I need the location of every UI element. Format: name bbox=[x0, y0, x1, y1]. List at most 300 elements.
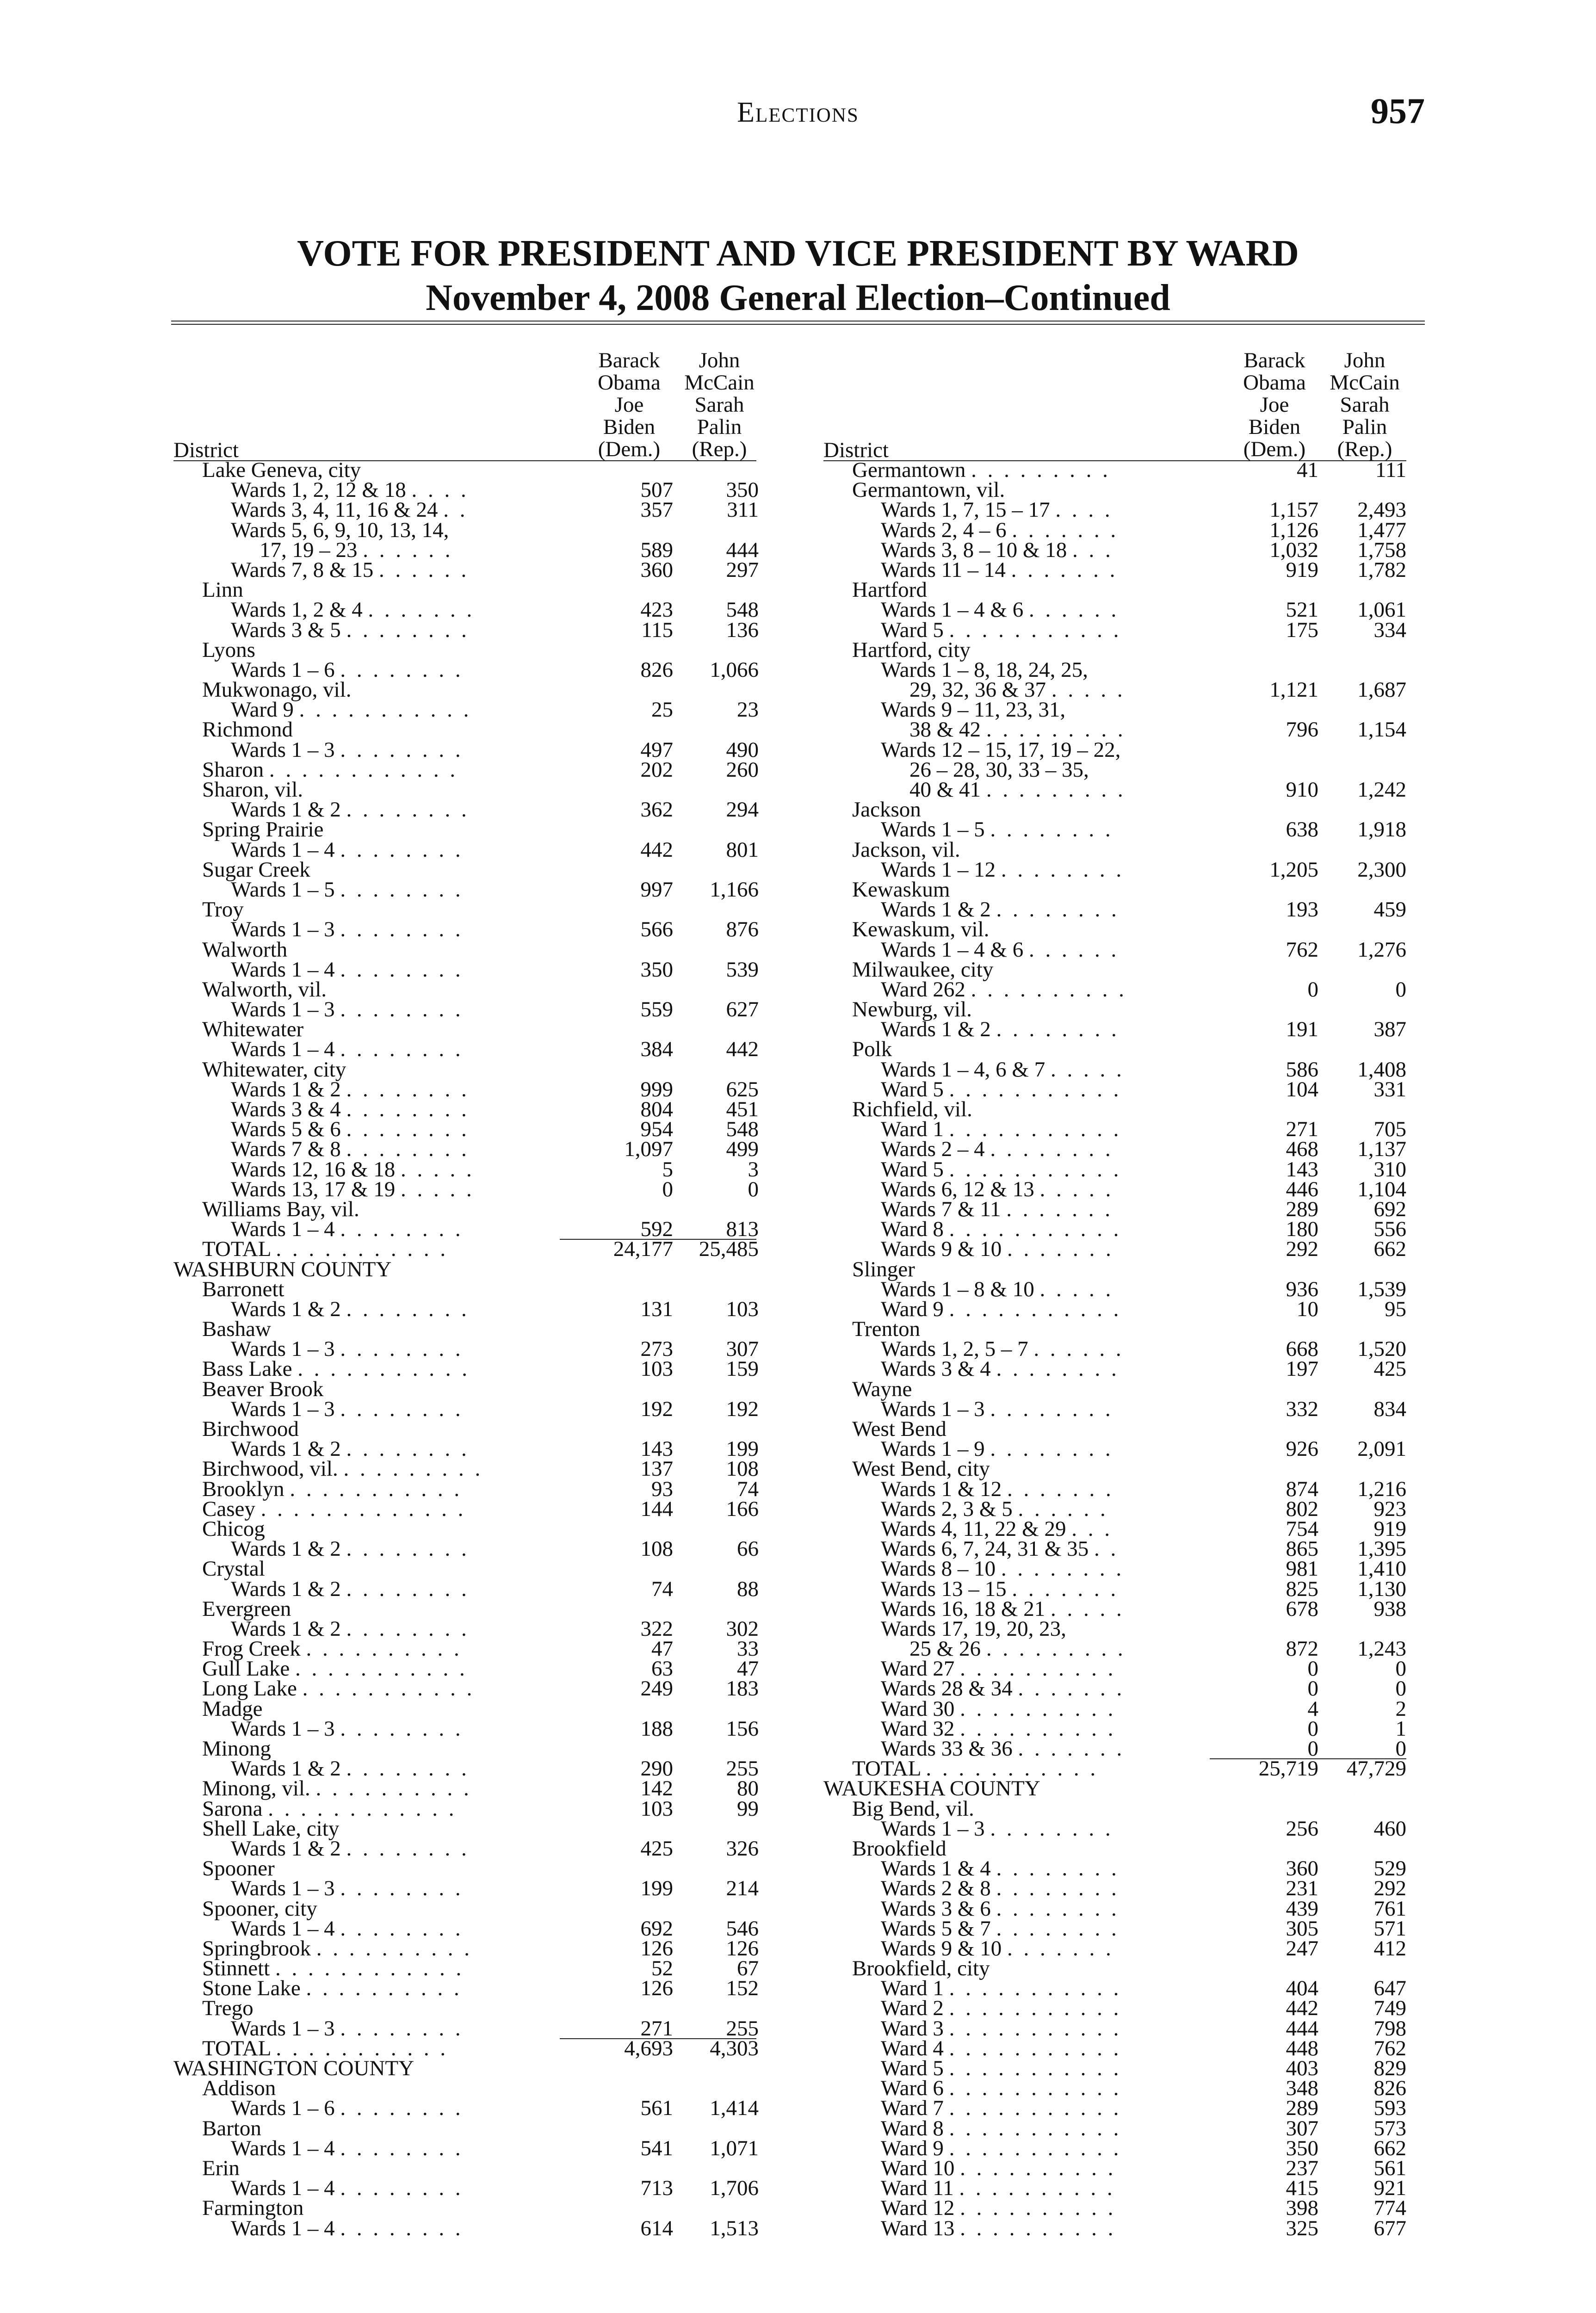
table-row bbox=[823, 1976, 1425, 2001]
table-row bbox=[823, 1499, 1425, 1519]
district-name: Wards 1 & 12 bbox=[881, 1477, 1002, 1501]
district-label bbox=[202, 1676, 475, 1701]
district-label bbox=[231, 1339, 464, 1359]
table-row bbox=[823, 1716, 1425, 1741]
table-row bbox=[173, 1439, 775, 1459]
district-label bbox=[881, 657, 1088, 682]
table-row bbox=[823, 737, 1425, 762]
table-row bbox=[823, 1936, 1425, 1960]
district-label bbox=[231, 1876, 464, 1901]
district-label bbox=[231, 1037, 464, 1062]
district-label bbox=[881, 1439, 1113, 1459]
district-label bbox=[852, 1836, 946, 1861]
dem-party: (Dem.) bbox=[1243, 437, 1306, 461]
leader-dots: . . . . . . . . bbox=[340, 2136, 464, 2160]
district-label bbox=[231, 2016, 464, 2041]
district-label bbox=[881, 2216, 1116, 2240]
district-name: Germantown bbox=[852, 458, 966, 482]
district-name: Farmington bbox=[202, 2196, 304, 2220]
district-label bbox=[202, 1696, 263, 1721]
rep-party: (Rep.) bbox=[692, 437, 747, 461]
district-name: Long Lake bbox=[202, 1676, 297, 1701]
table-row bbox=[173, 717, 775, 742]
table-row bbox=[823, 2158, 1425, 2178]
table-row bbox=[173, 1299, 775, 1319]
dem-votes: 439 bbox=[1286, 1896, 1318, 1921]
leader-dots: . . . . . . . . . . . bbox=[949, 1996, 1122, 2021]
table-row bbox=[823, 997, 1425, 1022]
district-name: Gull Lake bbox=[202, 1657, 290, 1681]
section-title: Elections bbox=[737, 97, 859, 128]
rep-votes: 1,706 bbox=[710, 2176, 759, 2201]
dem-last: Obama bbox=[598, 371, 661, 395]
table-row bbox=[823, 2016, 1425, 2041]
leader-dots: . . . . . . . . bbox=[340, 2216, 464, 2240]
district-label bbox=[231, 1157, 475, 1181]
district-label bbox=[231, 2176, 464, 2201]
rep-votes: 762 bbox=[1373, 2036, 1406, 2060]
dem-votes: 197 bbox=[1286, 1357, 1318, 1381]
leader-dots: . . . . . . . . . . bbox=[960, 1657, 1116, 1681]
dem-votes: 357 bbox=[640, 498, 673, 522]
dem-votes: 126 bbox=[640, 1976, 673, 2001]
district-label bbox=[881, 540, 1113, 560]
district-name: Ward 1 bbox=[881, 1117, 944, 1142]
table-row bbox=[173, 460, 775, 480]
leader-dots: . . . . . . . . bbox=[340, 877, 464, 902]
district-name: Ward 12 bbox=[881, 2196, 955, 2220]
district-name: Wards 1 – 9 bbox=[881, 1437, 985, 1461]
district-label bbox=[231, 1916, 464, 1941]
leader-dots: . . . . . . . . bbox=[996, 1896, 1120, 1921]
district-name: Wards 1 – 4 bbox=[231, 2136, 335, 2160]
dem-votes: 981 bbox=[1286, 1557, 1318, 1581]
district-name: Evergreen bbox=[202, 1596, 291, 1621]
district-name: Wards 7 & 11 bbox=[881, 1197, 1001, 1221]
table-row bbox=[823, 1836, 1425, 1861]
district-label bbox=[202, 1659, 468, 1679]
table-row bbox=[823, 957, 1425, 982]
rep-votes: 331 bbox=[1373, 1077, 1406, 1101]
district-label bbox=[202, 757, 458, 782]
district-name: Wards 1 – 4 & 6 bbox=[881, 937, 1024, 962]
district-name: Wards 1 & 2 bbox=[881, 897, 991, 922]
table-row bbox=[173, 897, 775, 922]
district-name: Ward 5 bbox=[881, 1077, 944, 1101]
district-name: West Bend bbox=[852, 1417, 946, 1441]
district-name: Richfield, vil. bbox=[852, 1097, 972, 1121]
rep-votes: 183 bbox=[726, 1676, 759, 1701]
rep-votes: 2,300 bbox=[1357, 857, 1406, 882]
leader-dots: . . . . . . . . . . . . . bbox=[260, 1497, 466, 1521]
leader-dots: . . . . bbox=[1055, 498, 1113, 522]
district-name: Wards 3 & 5 bbox=[231, 618, 341, 642]
dem-votes: 804 bbox=[640, 1097, 673, 1121]
rep-votes: 1,782 bbox=[1357, 557, 1406, 582]
district-name: Ward 10 bbox=[881, 2156, 955, 2180]
district-label bbox=[881, 1696, 1116, 1721]
dem-votes: 271 bbox=[1286, 1117, 1318, 1142]
dem-votes: 668 bbox=[1286, 1337, 1318, 1361]
rep-votes: 1,071 bbox=[710, 2136, 759, 2160]
table-row bbox=[173, 1956, 775, 1981]
table-row bbox=[173, 1676, 775, 1701]
table-row bbox=[173, 1579, 775, 1599]
rep-votes: 1,216 bbox=[1357, 1477, 1406, 1501]
rep-votes: 705 bbox=[1373, 1117, 1406, 1142]
dem-votes: 350 bbox=[1286, 2136, 1318, 2160]
district-name: Wards 1 – 4 bbox=[231, 2176, 335, 2201]
table-row bbox=[823, 1037, 1425, 1062]
district-label bbox=[202, 1516, 265, 1541]
district-name: Wards 1, 2 & 4 bbox=[231, 598, 363, 622]
leader-dots: . . . . . . . . . . . bbox=[949, 1117, 1122, 1142]
dem-votes: 5 bbox=[662, 1157, 673, 1181]
table-row bbox=[173, 1696, 775, 1721]
district-label bbox=[852, 1796, 974, 1821]
district-label bbox=[852, 917, 990, 942]
table-row bbox=[173, 2056, 775, 2080]
leader-dots: . . . . . . . bbox=[1018, 1737, 1125, 1761]
dem-votes: 561 bbox=[640, 2096, 673, 2121]
district-name: Trego bbox=[202, 1996, 254, 2021]
leader-dots: . . . . . . . . bbox=[340, 957, 464, 982]
table-row bbox=[823, 2056, 1425, 2080]
district-name: Ward 8 bbox=[881, 2116, 944, 2140]
table-row bbox=[173, 540, 775, 560]
leader-dots: . . . . . . . . . . . bbox=[949, 2136, 1122, 2160]
dem-votes: 74 bbox=[651, 1577, 673, 1601]
leader-dots: . . . . . . . . . . . bbox=[299, 698, 472, 722]
leader-dots: . . . . . . . . . . . bbox=[949, 2076, 1122, 2101]
table-row bbox=[823, 1177, 1425, 1201]
district-name: Richmond bbox=[202, 717, 293, 742]
dem-votes: 199 bbox=[640, 1876, 673, 1901]
district-name: Wards 1 & 2 bbox=[231, 1537, 341, 1561]
table-row bbox=[823, 2176, 1425, 2201]
dem-votes: 104 bbox=[1286, 1077, 1318, 1101]
rep-last: McCain bbox=[684, 371, 755, 395]
rep-votes: 442 bbox=[726, 1037, 759, 1062]
district-name: WAUKESHA COUNTY bbox=[823, 1776, 1040, 1801]
table-row bbox=[173, 1117, 775, 1142]
table-row bbox=[823, 1676, 1425, 1701]
district-name: Birchwood bbox=[202, 1417, 299, 1441]
district-label bbox=[231, 2216, 464, 2240]
rep-votes: 1,066 bbox=[710, 657, 759, 682]
table-row bbox=[173, 1277, 775, 1301]
rep-vp-last: Palin bbox=[697, 415, 742, 439]
table-row bbox=[173, 1639, 775, 1659]
district-name: Wards 1 & 4 bbox=[881, 1856, 991, 1881]
table-row bbox=[173, 620, 775, 640]
leader-dots: . . . . . . . . bbox=[340, 837, 464, 862]
dem-votes: 360 bbox=[640, 557, 673, 582]
dem-votes: 1,126 bbox=[1269, 518, 1318, 542]
district-name: Wards 1 & 2 bbox=[231, 1297, 341, 1321]
district-label bbox=[881, 1017, 1120, 1042]
district-name: 40 & 41 bbox=[909, 778, 981, 802]
district-name: Bashaw bbox=[202, 1317, 271, 1342]
district-name: Spooner, city bbox=[202, 1896, 317, 1921]
table-row bbox=[823, 700, 1425, 720]
rep-votes: 444 bbox=[726, 538, 759, 562]
table-row bbox=[823, 1696, 1425, 1721]
table-row bbox=[823, 897, 1425, 922]
district-name: Chicog bbox=[202, 1516, 265, 1541]
table-row bbox=[823, 1659, 1425, 1679]
leader-dots: . . . . . . . . . . . bbox=[949, 2036, 1122, 2060]
district-label bbox=[231, 1756, 470, 1781]
table-row bbox=[173, 1157, 775, 1181]
rep-votes: 1,154 bbox=[1357, 717, 1406, 742]
table-row bbox=[173, 2136, 775, 2160]
district-label bbox=[909, 1639, 1126, 1659]
district-name: Wards 33 & 36 bbox=[881, 1737, 1013, 1761]
table-row bbox=[823, 780, 1425, 800]
district-label bbox=[909, 780, 1126, 800]
rep-votes: 302 bbox=[726, 1616, 759, 1641]
table-row bbox=[173, 700, 775, 720]
rep-votes: 451 bbox=[726, 1097, 759, 1121]
rep-votes: 921 bbox=[1373, 2176, 1406, 2201]
table-row bbox=[823, 1739, 1425, 1759]
dem-votes: 137 bbox=[640, 1457, 673, 1481]
district-label bbox=[231, 1077, 470, 1101]
district-label bbox=[852, 957, 994, 982]
rep-votes: 548 bbox=[726, 1117, 759, 1142]
table-row bbox=[173, 1659, 775, 1679]
dem-votes: 404 bbox=[1286, 1976, 1318, 2001]
table-row bbox=[173, 657, 775, 682]
dem-votes: 10 bbox=[1297, 1297, 1318, 1321]
district-label bbox=[231, 1439, 470, 1459]
rep-votes: 1,520 bbox=[1357, 1337, 1406, 1361]
district-name: Spooner bbox=[202, 1856, 275, 1881]
leader-dots: . . . . . . . . bbox=[346, 1616, 470, 1641]
leader-dots: . . . . . . bbox=[1033, 1337, 1124, 1361]
leader-dots: . . . . . . . . . . . bbox=[949, 1297, 1122, 1321]
rep-votes: 749 bbox=[1373, 1996, 1406, 2021]
table-row bbox=[173, 1559, 775, 1579]
district-name: Wards 1 – 8 & 10 bbox=[881, 1277, 1034, 1301]
dem-votes: 144 bbox=[640, 1497, 673, 1521]
table-row bbox=[823, 680, 1425, 700]
leader-dots: . . . . . . . . bbox=[346, 1537, 470, 1561]
table-row bbox=[823, 1097, 1425, 1121]
leader-dots: . . . . . . bbox=[1028, 598, 1120, 622]
dem-votes: 0 bbox=[1307, 1657, 1318, 1681]
table-row bbox=[173, 1237, 775, 1262]
dem-votes: 231 bbox=[1286, 1876, 1318, 1901]
table-row bbox=[823, 2136, 1425, 2160]
table-row bbox=[173, 1816, 775, 1841]
rep-votes: 1,242 bbox=[1357, 778, 1406, 802]
leader-dots: . . . . . bbox=[1039, 1277, 1114, 1301]
district-label bbox=[202, 1419, 299, 1439]
dem-votes: 108 bbox=[640, 1537, 673, 1561]
dem-vp-last: Biden bbox=[603, 415, 656, 439]
rep-votes: 1 bbox=[1395, 1716, 1406, 1741]
district-label bbox=[881, 1936, 1114, 1960]
dem-votes: 348 bbox=[1286, 2076, 1318, 2101]
dem-votes: 188 bbox=[640, 1716, 673, 1741]
table-row bbox=[173, 1756, 775, 1781]
dem-votes: 256 bbox=[1286, 1816, 1318, 1841]
district-name: Wards 1 – 4 bbox=[231, 2216, 335, 2240]
district-name: Sarona bbox=[202, 1796, 263, 1821]
table-row bbox=[823, 1479, 1425, 1499]
table-row bbox=[173, 1856, 775, 1881]
district-label bbox=[202, 2158, 240, 2178]
district-label bbox=[202, 1559, 265, 1579]
dem-votes: 249 bbox=[640, 1676, 673, 1701]
rep-votes: 1,104 bbox=[1357, 1177, 1406, 1201]
district-name: Troy bbox=[202, 897, 244, 922]
district-label bbox=[231, 520, 449, 540]
title-line-1: VOTE FOR PRESIDENT AND VICE PRESIDENT BY WARD bbox=[297, 233, 1299, 274]
table-row bbox=[173, 1399, 775, 1419]
district-name: Wards 1 – 3 bbox=[231, 1337, 335, 1361]
leader-dots: . . . . . . . . . . . . bbox=[269, 757, 458, 782]
district-name: Brookfield bbox=[852, 1836, 946, 1861]
table-row bbox=[823, 1956, 1425, 1981]
district-label bbox=[231, 1616, 470, 1641]
table-row bbox=[823, 2216, 1425, 2240]
district-name: Kewaskum bbox=[852, 877, 950, 902]
rep-votes: 4,303 bbox=[710, 2036, 759, 2060]
table-row bbox=[823, 1516, 1425, 1541]
district-name: Wayne bbox=[852, 1377, 912, 1401]
district-name: Addison bbox=[202, 2076, 276, 2101]
dem-votes: 796 bbox=[1286, 717, 1318, 742]
table-row bbox=[173, 1499, 775, 1519]
leader-dots: . . . . . . . . . . . bbox=[949, 1217, 1122, 1242]
district-name: Ward 2 bbox=[881, 1996, 944, 2021]
district-name: Wards 1 – 4 bbox=[231, 957, 335, 982]
table-row bbox=[823, 637, 1425, 662]
district-label bbox=[852, 480, 1005, 500]
district-label bbox=[881, 817, 1113, 842]
table-row bbox=[823, 817, 1425, 842]
district-name: Erin bbox=[202, 2156, 240, 2180]
table-row bbox=[173, 1137, 775, 1162]
table-row bbox=[173, 1836, 775, 1861]
rep-votes: 307 bbox=[726, 1337, 759, 1361]
district-label bbox=[231, 500, 468, 520]
table-row bbox=[173, 2176, 775, 2201]
table-row bbox=[173, 1217, 775, 1242]
table-row bbox=[823, 2198, 1425, 2218]
rep-votes: 490 bbox=[726, 737, 759, 762]
table-row bbox=[173, 600, 775, 620]
table-row bbox=[173, 1317, 775, 1342]
rep-votes: 74 bbox=[737, 1477, 759, 1501]
leader-dots: . . . . . . . . . . . bbox=[949, 1976, 1122, 2001]
district-name: Ward 27 bbox=[881, 1657, 955, 1681]
rep-vp-first: Sarah bbox=[1340, 393, 1390, 417]
dem-votes: 1,205 bbox=[1269, 857, 1318, 882]
district-name: Big Bend, vil. bbox=[852, 1796, 974, 1821]
table-row bbox=[823, 1077, 1425, 1101]
district-name: Newburg, vil. bbox=[852, 997, 972, 1022]
district-name: Ward 8 bbox=[881, 1217, 944, 1242]
rep-vp-last: Palin bbox=[1342, 415, 1387, 439]
leader-dots: . . . . . . . . bbox=[346, 1077, 470, 1101]
rep-votes: 539 bbox=[726, 957, 759, 982]
district-label bbox=[881, 1177, 1114, 1201]
district-label bbox=[881, 1816, 1113, 1841]
district-name: Crystal bbox=[202, 1557, 265, 1581]
dem-votes: 1,157 bbox=[1269, 498, 1318, 522]
district-label bbox=[231, 2136, 464, 2160]
district-label bbox=[881, 1996, 1122, 2021]
district-label bbox=[881, 1516, 1113, 1541]
dem-votes: 872 bbox=[1286, 1637, 1318, 1661]
district-label bbox=[852, 1257, 915, 1281]
district-name: Williams Bay, vil. bbox=[202, 1197, 359, 1221]
leader-dots: . . . . . . . . bbox=[990, 817, 1113, 842]
rep-votes: 23 bbox=[737, 698, 759, 722]
dem-votes: 586 bbox=[1286, 1057, 1318, 1082]
leader-dots: . . . . . . . . bbox=[346, 1297, 470, 1321]
leader-dots: . . . . . . . . . . bbox=[960, 1716, 1116, 1741]
district-name: Wards 11 – 14 bbox=[881, 557, 1006, 582]
dem-votes: 247 bbox=[1286, 1936, 1318, 1960]
rep-votes: 425 bbox=[1373, 1357, 1406, 1381]
table-row bbox=[173, 837, 775, 862]
district-name: Wards 9 & 10 bbox=[881, 1936, 1002, 1960]
district-name: Minong, vil. bbox=[202, 1776, 310, 1801]
rep-votes: 460 bbox=[1373, 1816, 1406, 1841]
leader-dots: . . . . . . . bbox=[1007, 1237, 1114, 1262]
leader-dots: . . . . . . . . . . bbox=[306, 1976, 462, 2001]
dem-votes: 360 bbox=[1286, 1856, 1318, 1881]
rep-votes: 692 bbox=[1373, 1197, 1406, 1221]
district-label bbox=[202, 2076, 276, 2101]
district-label bbox=[881, 1539, 1119, 1559]
district-label bbox=[202, 2198, 303, 2218]
rep-votes: 3 bbox=[748, 1157, 759, 1181]
table-row bbox=[823, 1277, 1425, 1301]
leader-dots: . . . . . . . bbox=[1006, 1197, 1113, 1221]
table-row bbox=[173, 680, 775, 700]
leader-dots: . . . . . . . . bbox=[346, 1137, 470, 1162]
district-name: Ward 32 bbox=[881, 1716, 955, 1741]
dem-votes: 362 bbox=[640, 798, 673, 822]
dem-votes: 202 bbox=[640, 757, 673, 782]
leader-dots: . . bbox=[443, 498, 468, 522]
district-label bbox=[881, 500, 1113, 520]
district-name: Wards 12, 16 & 18 bbox=[231, 1157, 396, 1181]
table-row bbox=[173, 1936, 775, 1960]
dem-votes: 142 bbox=[640, 1776, 673, 1801]
district-name: Wards 1 – 4 bbox=[231, 1037, 335, 1062]
district-label bbox=[881, 557, 1118, 582]
dem-votes: 290 bbox=[640, 1756, 673, 1781]
right-column bbox=[823, 349, 1425, 2239]
rep-votes: 1,137 bbox=[1357, 1137, 1406, 1162]
district-label bbox=[231, 837, 464, 862]
table-row bbox=[823, 1639, 1425, 1659]
district-name: Ward 3 bbox=[881, 2016, 944, 2041]
rep-votes: 677 bbox=[1373, 2216, 1406, 2240]
district-label bbox=[231, 1716, 464, 1741]
table-row bbox=[173, 637, 775, 662]
dem-votes: 865 bbox=[1286, 1537, 1318, 1561]
table-row bbox=[823, 757, 1425, 782]
district-name: Whitewater bbox=[202, 1017, 304, 1042]
